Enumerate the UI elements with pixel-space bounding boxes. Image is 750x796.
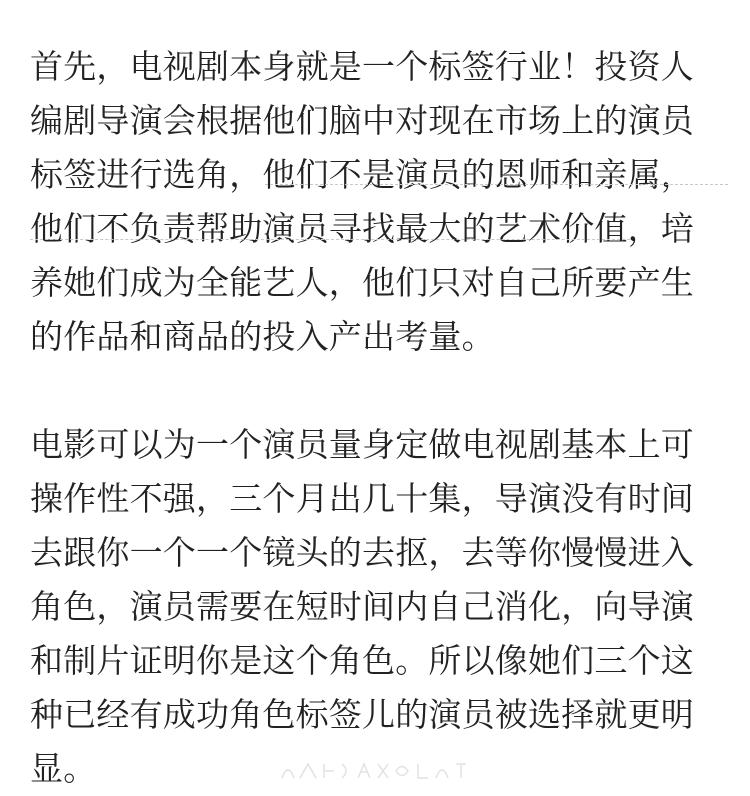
text-line: 首先，电视剧本身就是一个标签行业！投资人 <box>30 47 694 86</box>
highlight-underline[interactable] <box>265 184 728 185</box>
watermark <box>278 758 478 784</box>
text-line: 养她们成为全能艺人，他们只对自己所要产生 <box>30 263 694 302</box>
text-line: 编剧导演会根据他们脑中对现在市场上的演员 <box>30 101 694 140</box>
text-line: 的作品和商品的投入产出考量。 <box>30 317 495 356</box>
text-line: 他们不负责帮助演员寻找最大的艺术价值，培 <box>30 209 694 248</box>
text-line: 电影可以为一个演员量身定做电视剧基本上可 <box>30 425 694 464</box>
highlight-underline[interactable] <box>30 239 630 240</box>
text-line: 操作性不强，三个月出几十集，导演没有时间 <box>30 479 694 518</box>
paragraph-gap <box>30 364 730 418</box>
text-line: 去跟你一个一个镜头的去抠，去等你慢慢进入 <box>30 533 694 572</box>
text-line: 角色，演员需要在短时间内自己消化，向导演 <box>30 587 694 626</box>
post-body <box>30 40 730 796</box>
watermark-mark <box>278 758 478 784</box>
text-line: 种已经有成功角色标签儿的演员被选择就更明 <box>30 695 694 734</box>
text-line: 和制片证明你是这个角色。所以像她们三个这 <box>30 641 694 680</box>
text-line: 标签进行选角，他们不是演员的恩师和亲属， <box>30 155 694 194</box>
paragraph-2 <box>30 418 730 796</box>
text-line: 显。 <box>30 749 97 788</box>
paragraph-1 <box>30 40 730 364</box>
